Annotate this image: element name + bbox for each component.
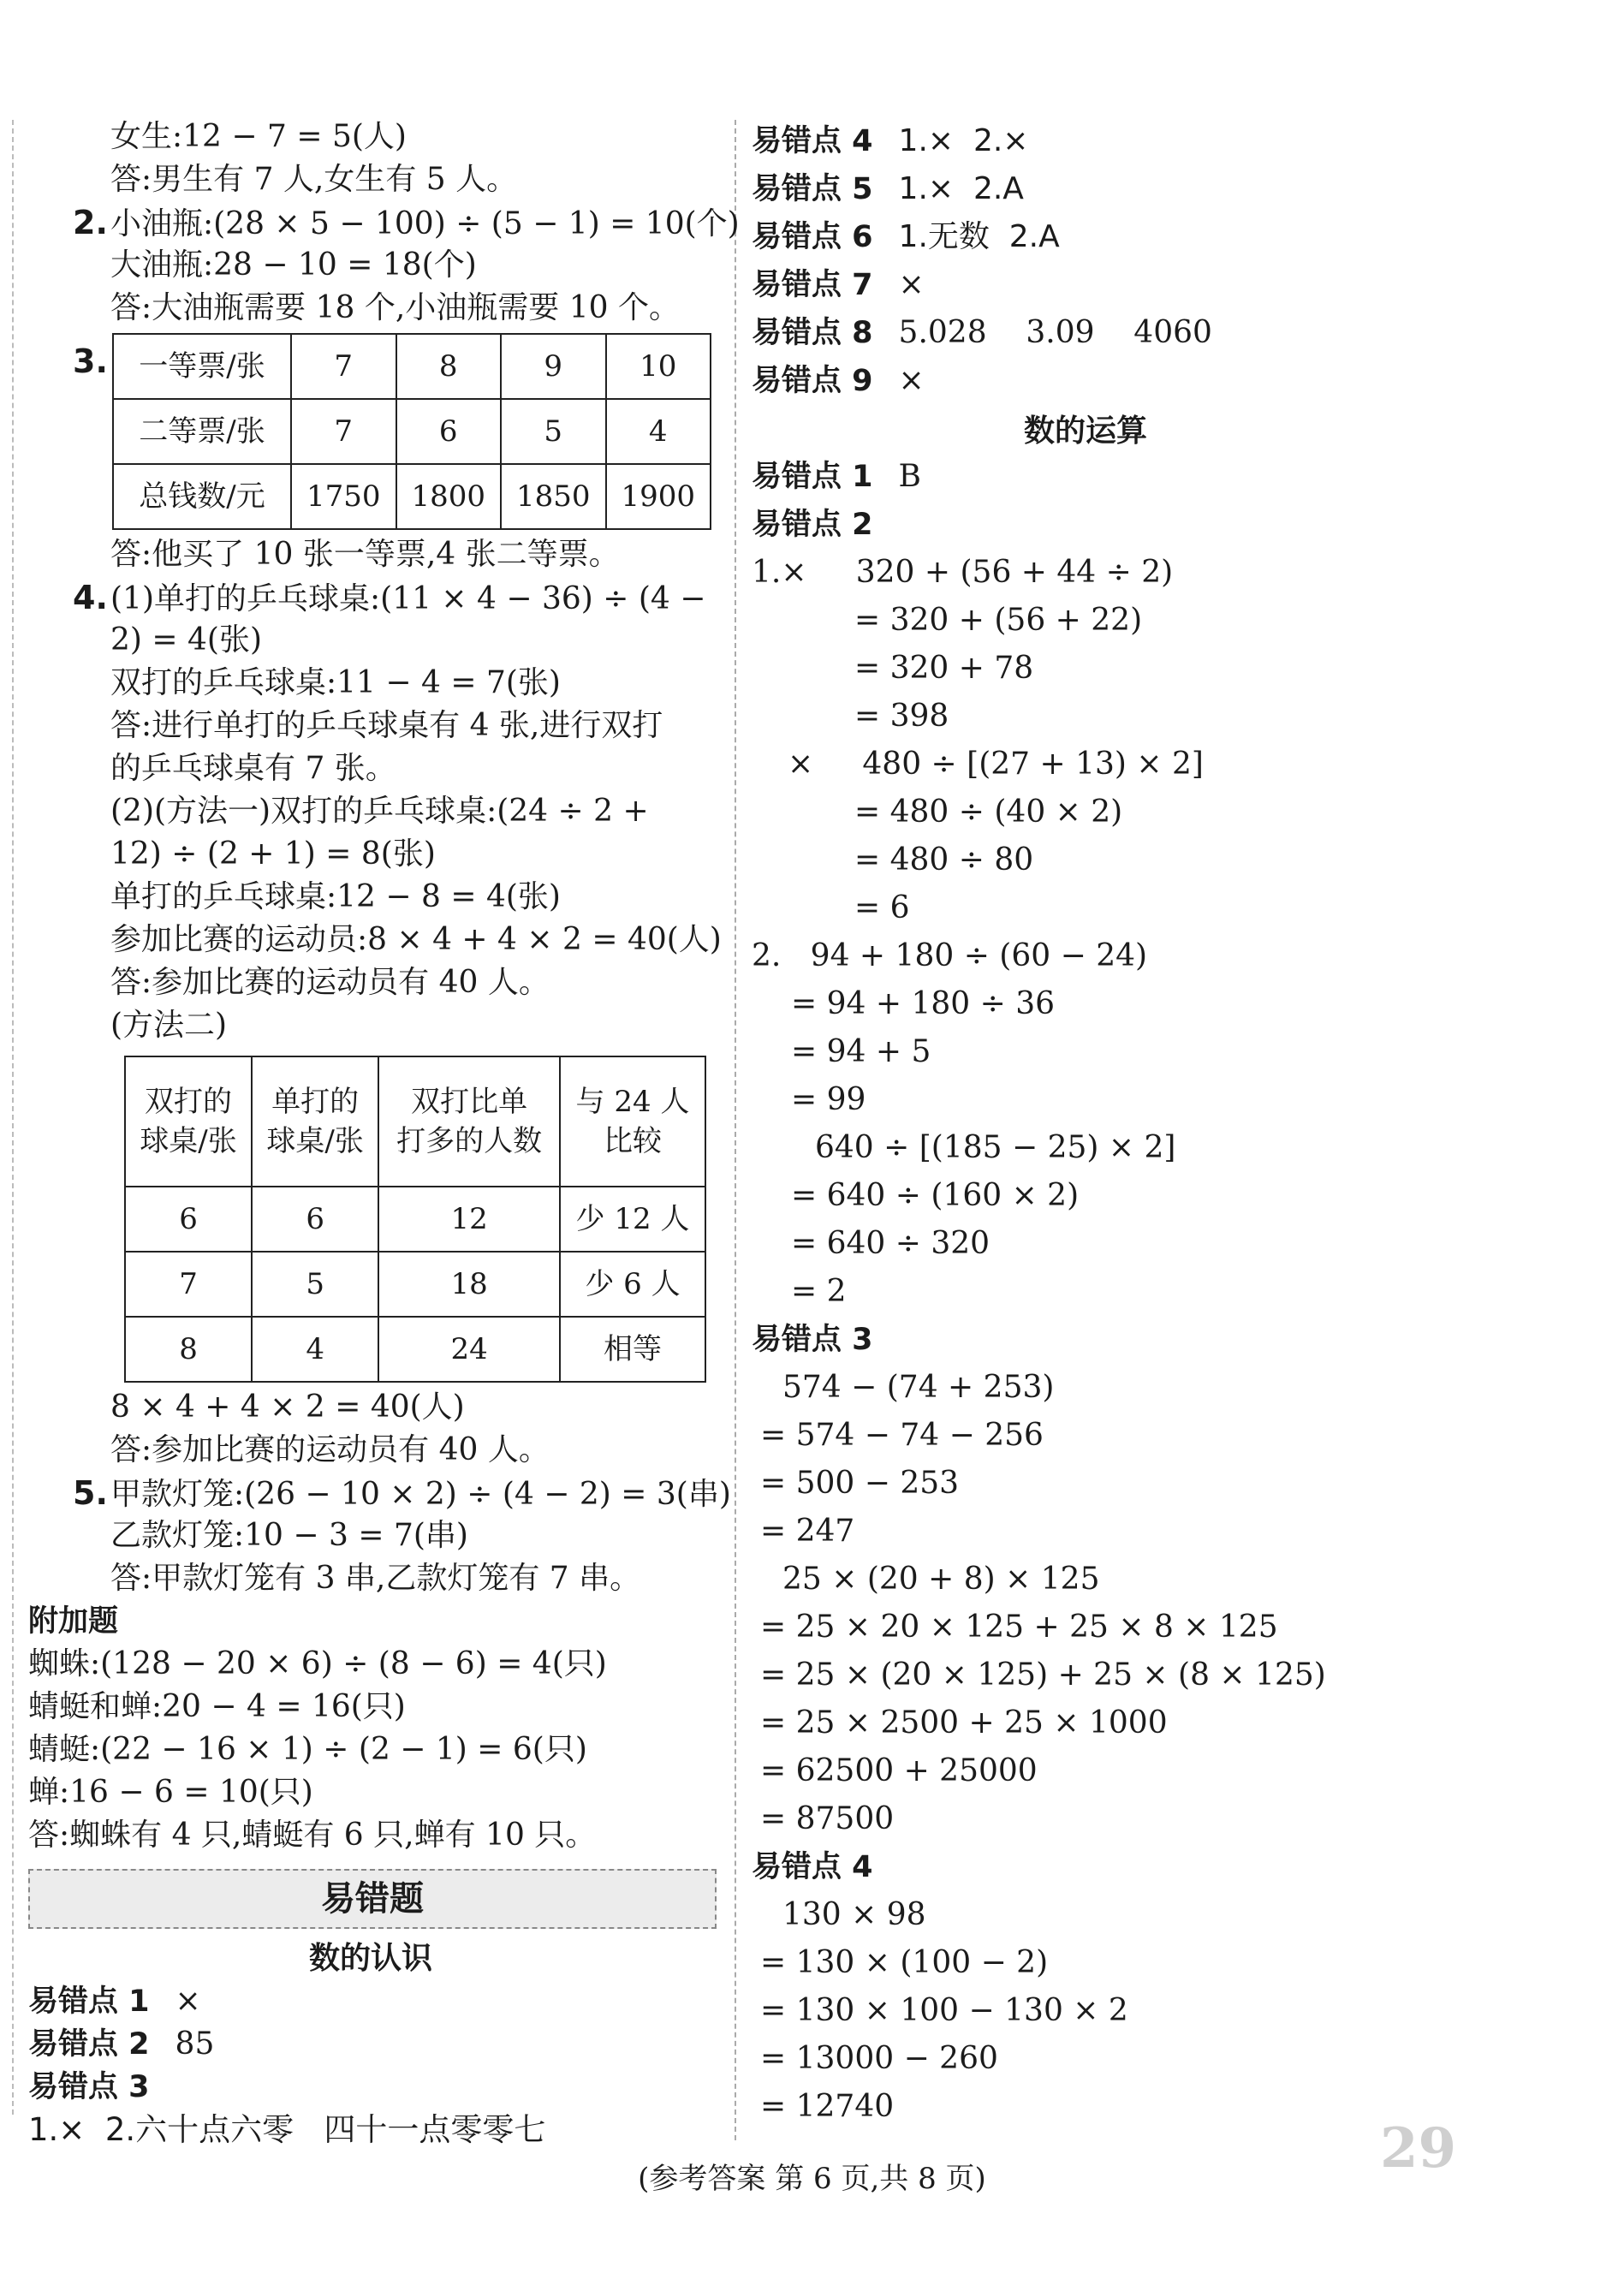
error-point-label: 易错点 1 — [752, 460, 873, 494]
answer-line: 的乒乓球桌有 7 张。 — [110, 751, 396, 786]
answer-line: 12) ÷ (2 + 1) = 8(张) — [110, 836, 436, 872]
answer-line: 女生:12 − 7 = 5(人) — [110, 119, 407, 154]
error-point — [752, 1318, 1505, 1366]
header-line: 球桌/张 — [266, 1124, 364, 1158]
answer-line: 8 × 4 + 4 × 2 = 40(人) — [110, 1389, 465, 1425]
header-line: 比较 — [603, 1124, 662, 1158]
question-number: 5. — [73, 1474, 108, 1512]
calc-line: × 480 ÷ [(27 + 13) × 2] — [788, 747, 1204, 782]
error-point-label: 易错点 4 — [752, 124, 873, 158]
answer-line: 蜻蜓:(22 − 16 × 1) ÷ (2 − 1) = 6(只) — [28, 1732, 587, 1767]
error-point — [752, 312, 1505, 360]
calc-line: 640 ÷ [(185 − 25) × 2] — [815, 1130, 1176, 1165]
page-number: 29 — [1380, 2116, 1457, 2181]
ticket-table — [112, 333, 711, 530]
table-cell: 8 — [125, 1317, 252, 1382]
table-cell: 7 — [291, 334, 396, 399]
error-point — [752, 168, 1505, 216]
error-point — [752, 455, 1505, 503]
table-row — [113, 334, 711, 399]
error-point-answer: × — [898, 267, 925, 302]
error-point — [752, 216, 1505, 264]
question-3 — [28, 333, 722, 530]
extra-title: 附加题 — [28, 1604, 119, 1639]
calc-line: = 640 ÷ 320 — [791, 1226, 990, 1261]
table-cell: 一等票/张 — [113, 334, 291, 399]
answer-line: 蜻蜓和蝉:20 − 4 = 16(只) — [28, 1689, 406, 1724]
calc-line: = 62500 + 25000 — [760, 1753, 1038, 1788]
error-point-answer: 85 — [175, 2026, 215, 2062]
left-margin-rule — [12, 120, 14, 2115]
table-cell: 1900 — [606, 464, 711, 529]
calc-line: = 94 + 180 ÷ 36 — [791, 986, 1056, 1021]
table-cell: 少 12 人 — [560, 1187, 705, 1252]
header-line: 单打的 — [271, 1085, 360, 1119]
question-number: 2. — [73, 204, 108, 241]
question-number: 4. — [73, 579, 108, 616]
calc-line: = 320 + (56 + 22) — [854, 603, 1143, 638]
calc-line: = 480 ÷ 80 — [854, 842, 1034, 878]
table-cell: 12 — [378, 1187, 560, 1252]
error-point-label: 易错点 5 — [752, 172, 873, 206]
calc-line: = 320 + 78 — [854, 651, 1034, 686]
error-point — [752, 120, 1505, 168]
table-cell: 7 — [291, 399, 396, 464]
calc-line: 25 × (20 + 8) × 125 — [782, 1562, 1100, 1597]
table-cell: 18 — [378, 1252, 560, 1317]
error-point-label: 易错点 4 — [752, 1850, 873, 1884]
error-point-label: 易错点 6 — [752, 220, 873, 254]
player-comparison-table — [124, 1056, 706, 1383]
table-cell: 6 — [252, 1187, 378, 1252]
calc-line: = 6 — [854, 890, 910, 925]
error-point-label: 易错点 1 — [28, 1984, 150, 2019]
answer-line: 答:甲款灯笼有 3 串,乙款灯笼有 7 串。 — [110, 1561, 641, 1596]
calc-line: = 574 − 74 − 256 — [760, 1418, 1044, 1453]
answer-line: 答:参加比赛的运动员有 40 人。 — [110, 1432, 550, 1467]
error-point-label: 易错点 3 — [28, 2070, 150, 2104]
table-cell: 1800 — [396, 464, 502, 529]
table-cell: 相等 — [560, 1317, 705, 1382]
calc-line: = 398 — [854, 699, 949, 734]
calc-line: = 12740 — [760, 2089, 895, 2124]
right-column — [752, 120, 1505, 2133]
table-row — [125, 1317, 705, 1382]
answer-line: 双打的乒乓球桌:11 − 4 = 7(张) — [110, 665, 561, 700]
calc-line: = 2 — [791, 1274, 847, 1309]
answer-line: 2) = 4(张) — [110, 622, 262, 658]
table-cell: 4 — [252, 1317, 378, 1382]
error-point — [28, 1980, 722, 2023]
table-cell: 6 — [396, 399, 502, 464]
calc-line: = 99 — [791, 1082, 866, 1117]
table-cell: 7 — [125, 1252, 252, 1317]
calc-line: = 25 × (20 × 125) + 25 × (8 × 125) — [760, 1657, 1326, 1693]
table-row — [113, 399, 711, 464]
calc-line: = 247 — [760, 1514, 855, 1549]
section-title: 易错题 — [28, 1869, 717, 1929]
error-point-answer: × — [175, 1984, 201, 2019]
table-cell: 总钱数/元 — [113, 464, 291, 529]
error-point — [28, 2066, 722, 2109]
error-point-answer: B — [898, 459, 922, 494]
header-line: 打多的人数 — [396, 1124, 543, 1158]
calc-line: = 25 × 2500 + 25 × 1000 — [760, 1705, 1168, 1740]
error-point-answer: 1.无数 2.A — [898, 219, 1060, 254]
calc-line: = 25 × 20 × 125 + 25 × 8 × 125 — [760, 1610, 1278, 1645]
table-cell: 1850 — [501, 464, 606, 529]
table-header-row — [125, 1056, 705, 1187]
table-header-cell — [252, 1056, 378, 1187]
answer-line: 答:蜘蛛有 4 只,蜻蜓有 6 只,蝉有 10 只。 — [28, 1818, 597, 1853]
answer-line: 小油瓶:(28 × 5 − 100) ÷ (5 − 1) = 10(个) — [110, 206, 740, 241]
calc-line: 2. 94 + 180 ÷ (60 − 24) — [752, 938, 1148, 973]
table-cell: 5 — [252, 1252, 378, 1317]
header-line: 双打的 — [145, 1085, 233, 1119]
table-cell: 1750 — [291, 464, 396, 529]
error-point-label: 易错点 3 — [752, 1323, 873, 1357]
calc-line: = 87500 — [760, 1801, 895, 1836]
calc-line: = 130 × (100 − 2) — [760, 1945, 1049, 1980]
calc-line: = 94 + 5 — [791, 1034, 931, 1069]
answer-line: 大油瓶:28 − 10 = 18(个) — [110, 247, 477, 283]
header-line: 双打比单 — [411, 1085, 528, 1119]
error-point — [752, 264, 1505, 312]
calc-line: = 640 ÷ (160 × 2) — [791, 1178, 1080, 1213]
answer-line: 蝉:16 − 6 = 10(只) — [28, 1775, 313, 1810]
error-point — [752, 360, 1505, 408]
subsection-title: 数的认识 — [308, 1941, 432, 1976]
table-cell: 6 — [125, 1187, 252, 1252]
question-5 — [28, 1472, 731, 1514]
answer-line: (1)单打的乒乓球桌:(11 × 4 − 36) ÷ (4 − — [110, 581, 706, 616]
table-header-cell — [125, 1056, 252, 1187]
calc-line: 1.× 320 + (56 + 44 ÷ 2) — [752, 555, 1174, 590]
calc-line: = 500 − 253 — [760, 1466, 960, 1501]
calc-line: 130 × 98 — [782, 1897, 926, 1932]
left-column — [28, 116, 740, 2151]
error-point-answer: × — [898, 363, 925, 398]
error-point-answer: 5.028 3.09 4060 — [898, 315, 1212, 350]
error-point-answer: 1.× 2.A — [898, 171, 1024, 206]
answer-line: 参加比赛的运动员:8 × 4 + 4 × 2 = 40(人) — [110, 922, 722, 957]
header-line: 球桌/张 — [140, 1124, 237, 1158]
answer-line: 答:参加比赛的运动员有 40 人。 — [110, 965, 550, 1000]
question-number: 3. — [73, 342, 108, 380]
error-point-label: 易错点 2 — [28, 2027, 150, 2062]
table-cell: 少 6 人 — [560, 1252, 705, 1317]
calc-line: = 130 × 100 − 130 × 2 — [760, 1993, 1128, 2028]
question-4 — [28, 576, 722, 619]
table-cell: 二等票/张 — [113, 399, 291, 464]
error-point — [752, 1846, 1505, 1894]
table-cell: 9 — [501, 334, 606, 399]
subsection-title: 数的运算 — [1023, 414, 1147, 449]
calc-line: = 480 ÷ (40 × 2) — [854, 794, 1123, 830]
table-header-cell — [378, 1056, 560, 1187]
answer-line: 答:他买了 10 张一等票,4 张二等票。 — [110, 537, 620, 572]
answer-line: (2)(方法一)双打的乒乓球桌:(24 ÷ 2 + — [110, 794, 649, 829]
answer-line: 答:大油瓶需要 18 个,小油瓶需要 10 个。 — [110, 290, 680, 325]
table-cell: 5 — [501, 399, 606, 464]
answer-line: (方法二) — [110, 1008, 228, 1043]
table-cell: 4 — [606, 399, 711, 464]
calc-line: = 13000 − 260 — [760, 2041, 998, 2076]
error-point-answer: 1.× 2.× — [898, 123, 1029, 158]
table-cell: 24 — [378, 1317, 560, 1382]
answer-line: 单打的乒乓球桌:12 − 8 = 4(张) — [110, 879, 561, 914]
error-point — [28, 2023, 722, 2066]
table-row — [113, 464, 711, 529]
answer-line: 乙款灯笼:10 − 3 = 7(串) — [110, 1518, 468, 1553]
error-point — [752, 503, 1505, 551]
question-2 — [28, 201, 740, 244]
table-row — [125, 1252, 705, 1317]
error-point-label: 易错点 2 — [752, 508, 873, 542]
calc-line: 574 − (74 + 253) — [782, 1370, 1055, 1405]
error-point-answer: 1.× 2.六十点六零 四十一点零零七 — [28, 2111, 546, 2148]
error-point-label: 易错点 7 — [752, 268, 873, 302]
table-cell: 10 — [606, 334, 711, 399]
error-point-label: 易错点 8 — [752, 316, 873, 350]
answer-line: 蜘蛛:(128 − 20 × 6) ÷ (8 − 6) = 4(只) — [28, 1646, 607, 1681]
column-divider — [735, 120, 736, 2140]
table-row — [125, 1187, 705, 1252]
answer-line: 答:男生有 7 人,女生有 5 人。 — [110, 162, 518, 197]
table-header-cell — [560, 1056, 705, 1187]
error-point-label: 易错点 9 — [752, 364, 873, 398]
table-cell: 8 — [396, 334, 502, 399]
answer-line: 答:进行单打的乒乓球桌有 4 张,进行双打 — [110, 708, 663, 743]
header-line: 与 24 人 — [575, 1085, 690, 1119]
answer-line: 甲款灯笼:(26 − 10 × 2) ÷ (4 − 2) = 3(串) — [110, 1477, 731, 1512]
page-footer: (参考答案 第 6 页,共 8 页) — [638, 2162, 986, 2196]
